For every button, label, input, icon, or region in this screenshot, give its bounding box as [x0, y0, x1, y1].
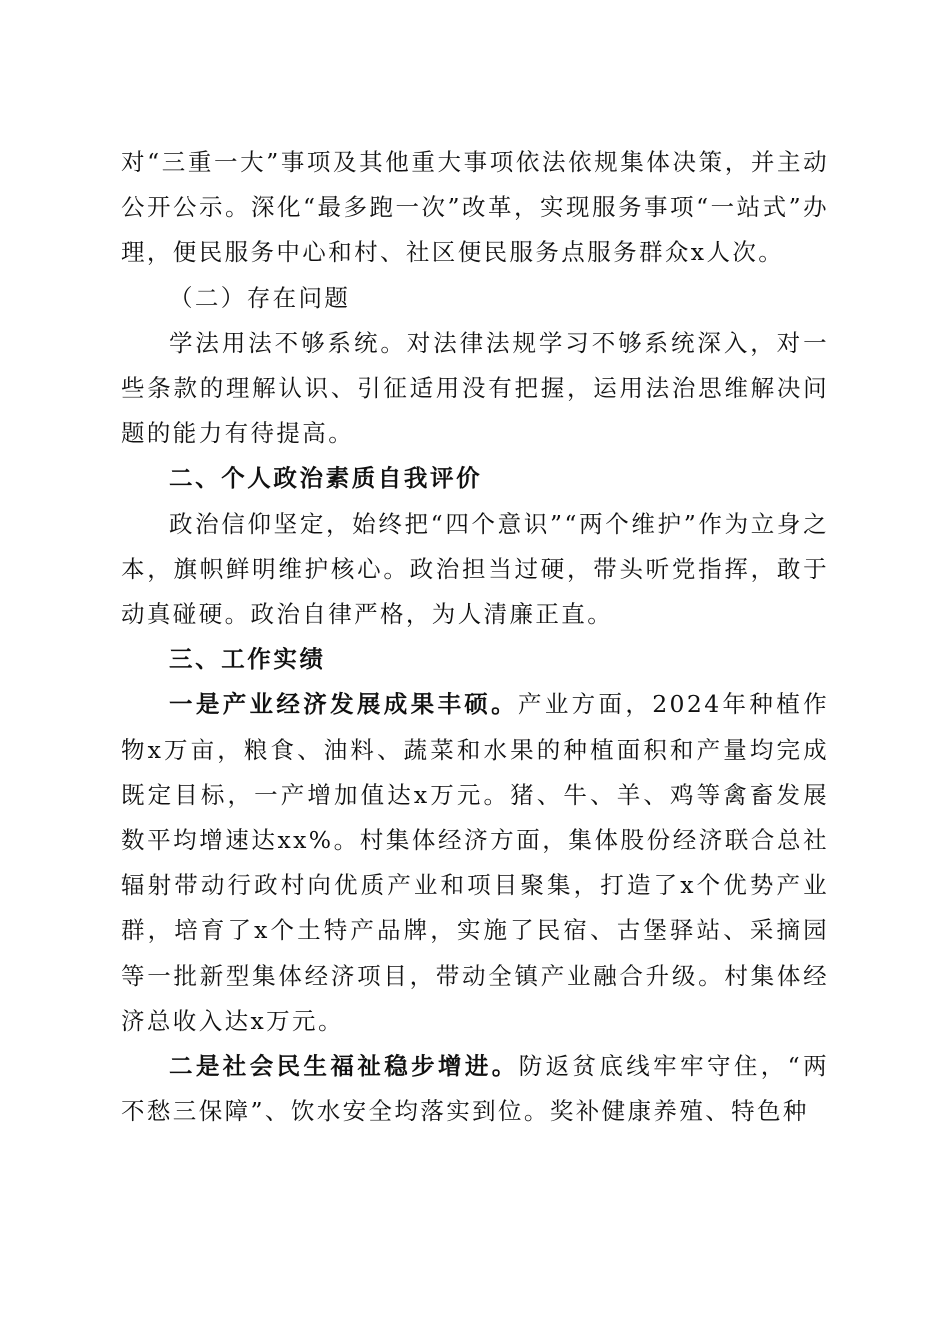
paragraph-political-quality: 政治信仰坚定，始终把“四个意识”“两个维护”作为立身之本，旗帜鲜明维护核心。政治担当过硬，带头听党指挥，敢于动真碰硬。政治自律严格，为人清廉正直。: [121, 509, 829, 629]
paragraph-industry-economy: [121, 682, 829, 1044]
section-heading-existing-problems: （二）存在问题: [169, 283, 351, 312]
paragraph-social-welfare: [121, 1044, 829, 1134]
paragraph-lead-industry: 一是产业经济发展成果丰硕。: [169, 690, 518, 719]
paragraph-decision-making: 对“三重一大”事项及其他重大事项依法依规集体决策，并主动公开公示。深化“最多跑一次”改革，实现服务事项“一站式”办理，便民服务中心和村、社区便民服务点服务群众x人次。: [121, 148, 829, 267]
paragraph-law-study: 学法用法不够系统。对法律法规学习不够系统深入，对一些条款的理解认识、引征适用没有把握，运用法治思维解决问题的能力有待提高。: [121, 328, 829, 448]
document-body: [121, 140, 829, 1134]
paragraph-body-welfare: 防返贫底线牢牢守住，“两不愁三保障”、饮水安全均落实到位。奖补健康养殖、特色种: [121, 1052, 829, 1126]
section-heading-work-achievements: 三、工作实绩: [169, 645, 326, 674]
paragraph-body-industry: 产业方面，2024年种植作物x万亩，粮食、油料、蔬菜和水果的种植面积和产量均完成既定目标，一产增加值达x万元。猪、牛、羊、鸡等禽畜发展数平均增速达xx%。村集体经济方面，集体股份经济联合总社辐射带动行政村向优质产业和项目聚集，打造了x个优势产业群，培育了x个土特产品牌，实施了民宿、古堡驿站、采摘园等一批新型集体经济项目，带动全镇产业融合升级。村集体经济总收入达x万元。: [121, 690, 829, 1035]
section-heading-political-evaluation: 二、个人政治素质自我评价: [169, 464, 483, 493]
paragraph-lead-welfare: 二是社会民生福祉稳步增进。: [169, 1052, 519, 1081]
